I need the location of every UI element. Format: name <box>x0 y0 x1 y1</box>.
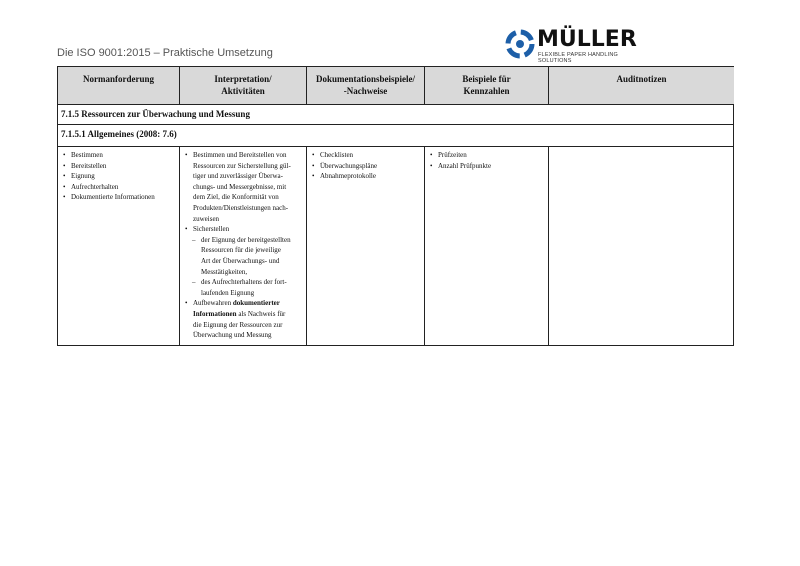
list-item: • Prüfzeiten <box>428 150 545 161</box>
text: Aufbewahren <box>193 299 233 308</box>
logo-swirl-icon <box>505 27 535 61</box>
list-item: • Bestimmen <box>61 150 176 161</box>
list-item: • Abnahmeprotokolle <box>310 171 421 182</box>
text-line: Überwachung und Messung <box>193 331 272 340</box>
col-header-auditnotizen: Auditnotizen <box>549 67 734 105</box>
list-item: • Bereitstellen <box>61 161 176 172</box>
text-line: chungs- und Messergebnisse, mit <box>193 182 287 191</box>
requirements-table <box>57 66 734 346</box>
company-logo <box>505 27 645 63</box>
cell-auditnotizen <box>549 147 734 346</box>
list-item: • Aufrechterhalten <box>61 182 176 193</box>
col-header-normanforderung: Normanforderung <box>58 67 180 105</box>
bold-text: dokumentierter <box>232 299 280 308</box>
list-item: • Überwachungspläne <box>310 161 421 172</box>
list-item: • Checklisten <box>310 150 421 161</box>
cell-dokumentation <box>307 147 425 346</box>
section-row: 7.1.5 Ressourcen zur Überwachung und Messung <box>58 105 733 125</box>
col-header-kennzahlen: Beispiele für Kennzahlen <box>425 67 549 105</box>
text-line: Messtätigkeiten, <box>201 267 248 276</box>
text-line <box>183 309 303 320</box>
col-header-interpretation: Interpretation/ Aktivitäten <box>180 67 307 105</box>
bold-text: Informationen <box>193 309 237 318</box>
list-item: • Sicherstellen <box>183 224 303 235</box>
dash-item: – der Eignung der bereitgestellten <box>183 235 303 246</box>
text-line: dem Ziel, die Konformität von <box>193 193 279 202</box>
col-header-dokumentation: Dokumentationsbeispiele/ -Nachweise <box>307 67 425 105</box>
text-line: Ressourcen zur Sicherstellung gül- <box>193 161 291 170</box>
document-title: Die ISO 9001:2015 – Praktische Umsetzung <box>57 47 273 59</box>
cell-kennzahlen <box>425 147 549 346</box>
text-line: tiger und zuverlässiger Überwa- <box>193 172 283 181</box>
text-line: Art der Überwachungs- und <box>201 256 280 265</box>
text: als Nachweis für <box>236 309 286 318</box>
list-item: • Eignung <box>61 171 176 182</box>
list-item <box>183 298 303 309</box>
text-line: Produkten/Dienstleistungen nach- <box>193 203 289 212</box>
logo-tagline: FLEXIBLE PAPER HANDLING SOLUTIONS <box>538 52 618 64</box>
cell-interpretation <box>180 147 307 346</box>
dash-item: – des Aufrechterhaltens der fort- <box>183 277 303 288</box>
text-line: die Eignung der Ressourcen zur <box>193 320 283 329</box>
list-item: • Anzahl Prüfpunkte <box>428 161 545 172</box>
list-item: • Bestimmen und Bereitstellen von <box>183 150 303 161</box>
cell-normanforderung <box>58 147 180 346</box>
text-line: zuweisen <box>193 214 220 223</box>
list-item: • Dokumentierte Informationen <box>61 192 176 203</box>
logo-text: MÜLLER <box>537 27 637 52</box>
text-line: Ressourcen für die jeweilige <box>201 246 281 255</box>
text-line: laufenden Eignung <box>201 288 255 297</box>
subsection-row: 7.1.5.1 Allgemeines (2008: 7.6) <box>58 125 733 147</box>
